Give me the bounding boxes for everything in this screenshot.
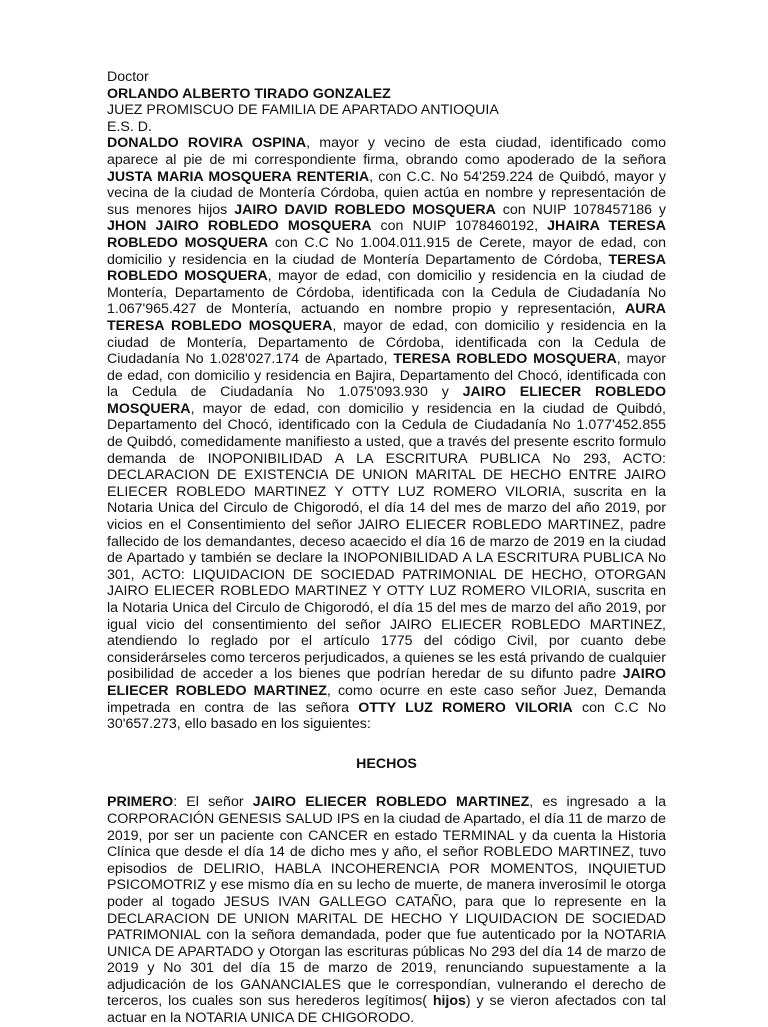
text-run: ) y se vieron afectados con tal actuar en la NOTARIA UNICA DE CHIGORODO. [107,993,667,1027]
bold-text-run: JAIRO DAVID ROBLEDO MOSQUERA [234,201,496,218]
text-run: , es ingresado a la CORPORACIÓN GENESIS SALUD IPS en la ciudad de Apartado, el día 11 de marzo de 2019, por ser un paciente con CANCER en estado TERMINAL y da cuenta la Historia Clínica que desde el día 14 de dicho mes y año, el señor ROBLEDO MARTINEZ, tuvo episodios de DELIRIO, HABLA INCOHERENCIA POR MOMENTOS, INQUIETUD PSICOMOTRIZ y ese mismo día en su lecho de muerte, de manera inverosímil le otorga poder al togado JESUS IVAN GALLEGO CATAÑO, para que lo represente en la DECLARACION DE UNION MARITAL DE HECHO Y LIQUIDACION DE SOCIEDAD PATRIMONIAL con la señora demandada, poder que fue autenticado por la NOTARIA UNICA DE APARTADO y Otorgan las escrituras públicas No 293 del día 14 de marzo de 2019 y No 301 del día 15 de marzo de 2019, renunciando supuestamente a la adjudicación de los GANANCIALES que le correspondían, vulnerando el derecho de terceros, los cuales son sus herederos legítimos( [107,794,667,1010]
intro-paragraph [107,135,666,732]
text-run: , mayor de edad, con domicilio y residencia en Bajira, Departamento del Chocó, identificada con la Cedula de Ciudadanía No 1.075'093.930 y [107,351,666,401]
fact-primero-paragraph [107,794,666,1026]
bold-text-run: JAIRO ELIECER ROBLEDO MARTINEZ [252,794,530,811]
judge-name: ORLANDO ALBERTO TIRADO GONZALEZ [107,85,391,102]
bold-text-run: hijos [432,993,466,1010]
bold-text-run: AURA TERESA ROBLEDO MOSQUERA [107,301,666,334]
salutation: Doctor [107,69,149,85]
text-run: con C.C No 1.004.011.915 de Cerete, mayor de edad, con domicilio y residencia en la ciudad de Montería Departamento de Córdoba, [107,234,666,268]
text-run: con NUIP 1078460192, [371,218,548,235]
bold-text-run: JUSTA MARIA MOSQUERA RENTERIA [107,168,370,185]
bold-text-run: TERESA ROBLEDO MOSQUERA [107,251,666,285]
section-heading: HECHOS [356,755,417,772]
text-run: , mayor de edad, con domicilio y residencia en la ciudad de Montería, Departamento de Córdoba, identificada con la Cedula de Ciudadanía No 1.028'027.174 de Apartado, [107,317,666,368]
text-run: , mayor de edad, con domicilio y residencia en la ciudad de Quibdó, Departamento del Chocó, identificado con la Cedula de Ciudadanía No 1.077'452.855 de Quibdó, comedidamente manifiesto a usted, que a través del presente escrito formulo demanda de INOPONIBILIDAD A LA ESCRITURA PUBLICA No 293, ACTO: DECLARACION DE EXISTENCIA DE UNION MARITAL DE HECHO ENTRE JAIRO ELIECER ROBLEDO MARTINEZ Y OTTY LUZ ROMERO VILORIA, suscrita en la Notaria Unica del Circulo de Chigorodó, el día 14 del mes de marzo del año 2019, por vicios en el Consentimiento del señor JAIRO ELIECER ROBLEDO MARTINEZ, padre fallecido de los demandantes, deceso acaecido el día 16 de marzo de 2019 en la ciudad de Apartado y también se declare la INOPONIBILIDAD A LA ESCRITURA PUBLICA No 301, ACTO: LIQUIDACION DE SOCIEDAD PATRIMONIAL DE HECHO, OTORGAN JAIRO ELIECER ROBLEDO MARTINEZ Y OTTY LUZ ROMERO VILORIA, suscrita en la Notaria Unica del Circulo de Chigorodó, el día 15 del mes de marzo del año 2019, por igual vicio del consentimiento del señor JAIRO ELIECER ROBLEDO MARTINEZ, atendiendo lo reglado por el artículo 1775 del código Civil, por cuanto debe considerárseles como terceros perjudicados, a quienes se les está privando de cualquier posibilidad de acceder a los bienes que podrían heredar de su difunto padre [107,400,666,683]
court-name: JUEZ PROMISCUO DE FAMILIA DE APARTADO ANTIOQUIA [107,102,499,119]
bold-text-run: JAIRO ELIECER ROBLEDO MOSQUERA [107,384,666,417]
text-run: , mayor de edad, con domicilio y residencia en la ciudad de Montería, Departamento de Córdoba, identificada con la Cedula de Ciudadanía No 1.067'965.427 de Montería, actuando en nombre propio y representación, [107,268,666,318]
bold-text-run: JAIRO ELIECER ROBLEDO MARTINEZ [107,666,666,699]
text-run: con NUIP 1078457186 y [495,201,667,218]
text-run: , como ocurre en este caso señor Juez, Demanda impetrada en contra de las señora [107,682,666,716]
text-run: con C.C No 30'657.273, ello basado en los siguientes: [107,699,666,733]
esd-line: E.S. D. [107,118,152,135]
text-run: : El señor [173,794,253,811]
bold-text-run: TERESA ROBLEDO MOSQUERA [393,351,617,368]
bold-text-run: JHAIRA TERESA ROBLEDO MOSQUERA [107,218,666,251]
bold-text-run: PRIMERO [107,794,174,811]
text-run: , con C.C. No 54'259.224 de Quibdó, mayor y vecina de la ciudad de Montería Córdoba, quien actúa en nombre y representación de sus menores hijos [107,168,666,218]
text-run: , mayor y vecino de esta ciudad, identificado como aparece al pie de mi correspondiente firma, obrando como apoderado de la señora [107,135,666,168]
bold-text-run: DONALDO ROVIRA OSPINA [107,135,307,152]
bold-text-run: JHON JAIRO ROBLEDO MOSQUERA [107,218,372,235]
bold-text-run: OTTY LUZ ROMERO VILORIA [358,699,573,716]
